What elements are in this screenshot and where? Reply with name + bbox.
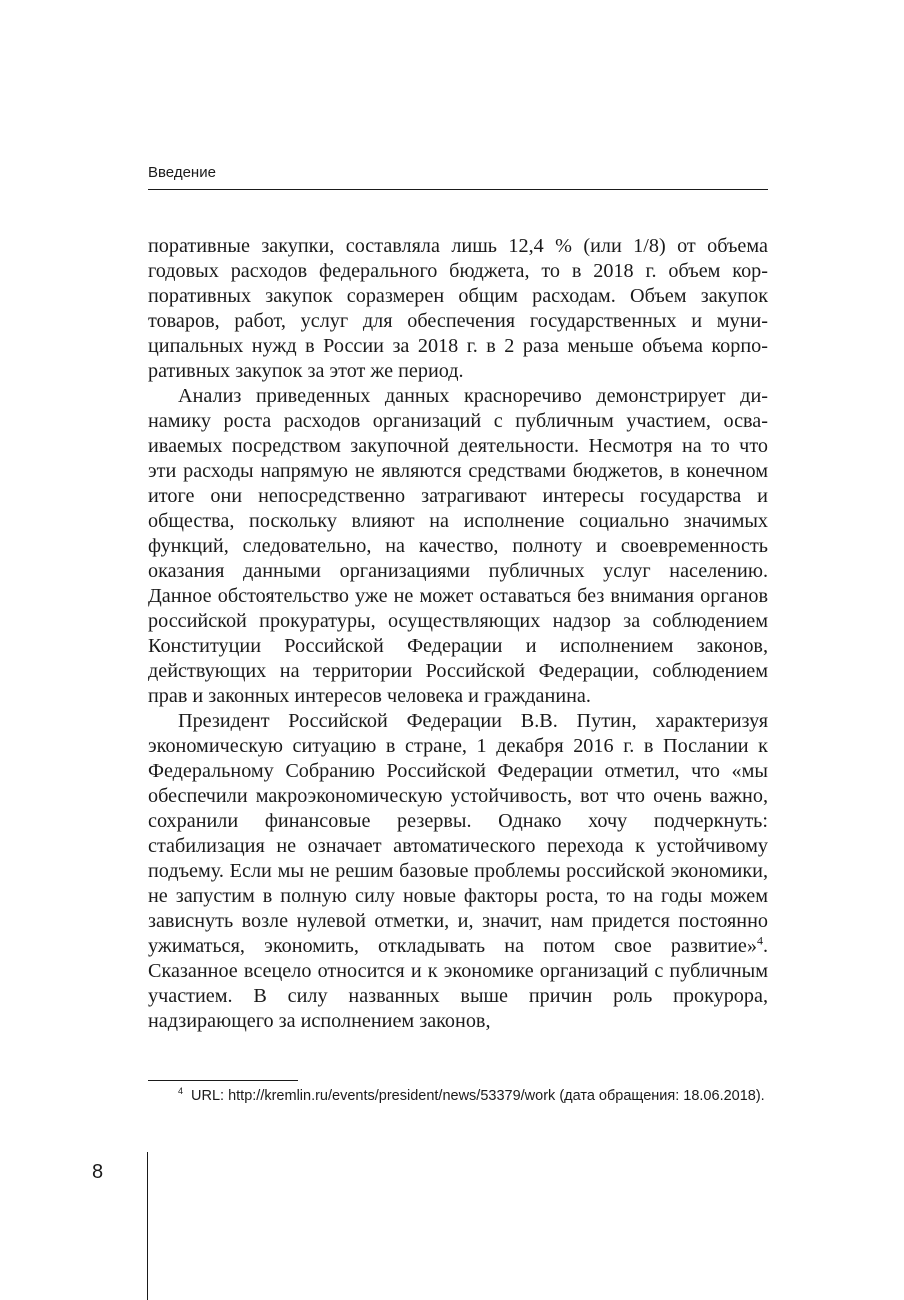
margin-rule [147, 1152, 148, 1300]
header-divider [148, 189, 768, 190]
paragraph-text: Президент Российской Федерации В.В. Путин, характеризуя экономическую ситуацию в стране, 1 декабря 2016 г. в Послании к Федеральному Собранию Российской Федерации отметил, что «мы обеспечили макроэкономическую устойчивость, вот что очень важно, сохранили финансовые резервы. Однако хочу подчеркнуть: стабилизация не означает автоматического перехода к устойчивому подъему. Если мы не решим базовые проблемы российской экономики, не запустим в полную силу новые факторы роста, то на годы можем зависнуть возле нулевой отметки, и, значит, нам придется постоянно ужиматься, экономить, откладывать на потом свое развитие» [148, 710, 768, 957]
paragraph-continued: поративные закупки, составляла лишь 12,4 % (или 1/8) от объема годовых расходов федерального бюджета, то в 2018 г. объем корпоративных закупок соразмерен общим расходам. Объем закупок товаров, работ, услуг для обеспечения государственных и муниципальных нужд в России за 2018 г. в 2 раза меньше объема корпоративных закупок за этот же период. [148, 235, 768, 382]
page-number: 8 [92, 1161, 104, 1183]
footnote-marker: 4 [178, 1086, 184, 1097]
running-head: Введение [148, 164, 216, 181]
paragraph-with-footnote [148, 709, 768, 1034]
paragraph: Анализ приведенных данных красноречиво демонстрирует динамику роста расходов организаций с публичным участием, осваиваемых посредством закупочной деятельности. Несмотря на то что эти расходы напрямую не являются средствами бюджетов, в конечном итоге они непосредственно затрагивают интересы государства и общества, поскольку влияют на исполнение социально значимых функций, следовательно, на качество, полноту и своевременность оказания данными организациями публичных услуг населению. Данное обстоятельство уже не может оставаться без внимания органов российской прокуратуры, осуществляющих надзор за соблюдением Конституции Российской Федерации и исполнением законов, действующих на территории Российской Федерации, соблюдением прав и законных интересов человека и гражданина. [148, 385, 768, 707]
footnote-text: URL: http://kremlin.ru/events/president/news/53379/work (дата обращения: 18.06.2018). [191, 1088, 765, 1104]
footnote [148, 1086, 768, 1107]
footnote-divider [148, 1080, 298, 1081]
footnote-reference: 4 [756, 933, 763, 948]
main-text [148, 234, 768, 1034]
paragraph-text: . Сказанное всецело относится и к экономике организаций с публичным участием. В силу названных выше причин роль прокурора, надзирающего за исполнением законов, [148, 935, 768, 1032]
